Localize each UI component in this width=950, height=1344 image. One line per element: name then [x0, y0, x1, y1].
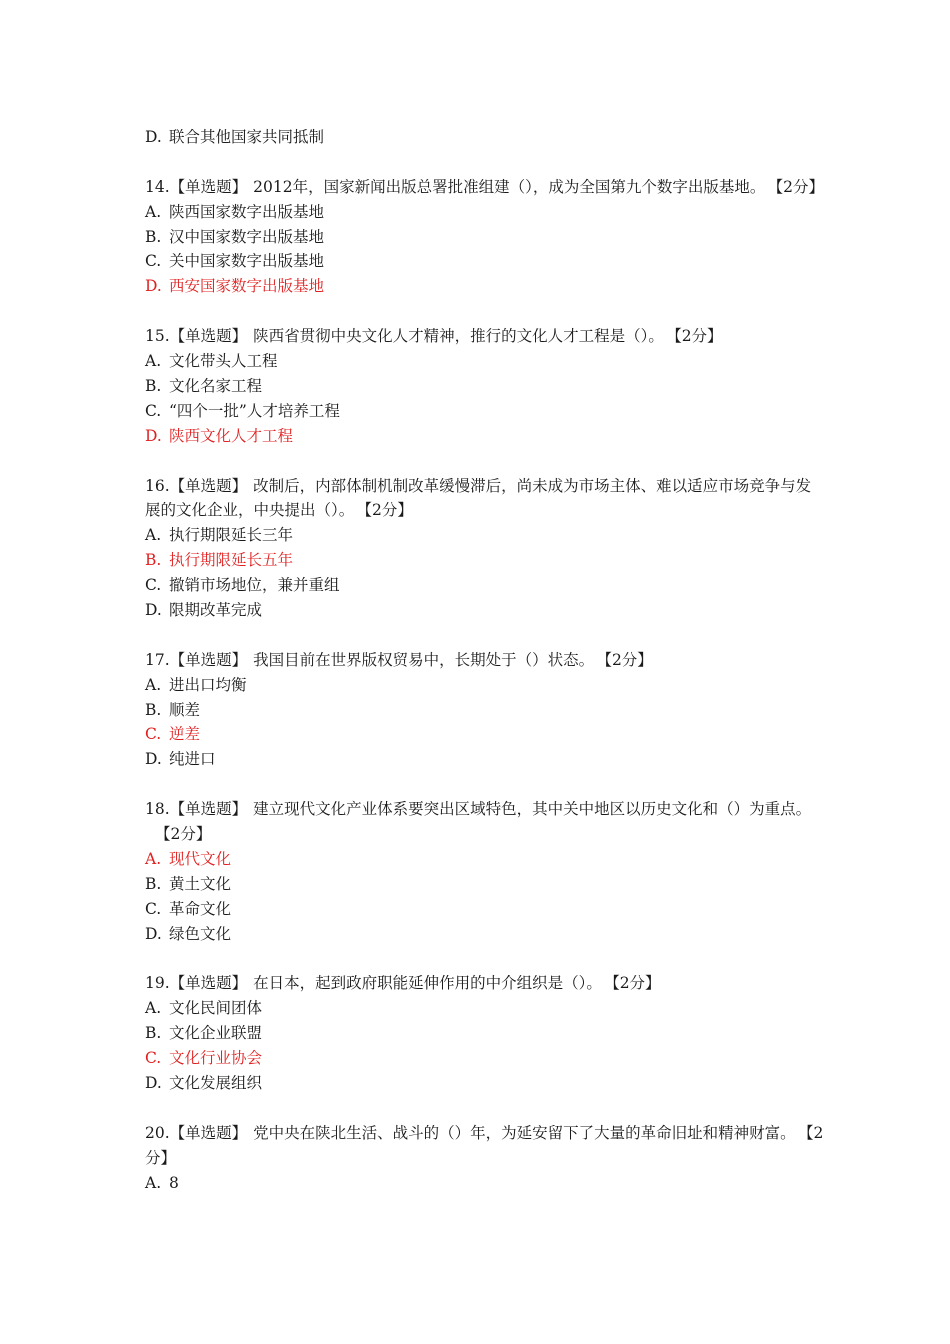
option-letter: D. — [145, 750, 162, 769]
question-type: 【单选题】 — [169, 177, 248, 196]
question-text: 在日本，起到政府职能延伸作用的中介组织是（）。 — [253, 974, 602, 993]
option-letter: A. — [145, 526, 162, 545]
question-stem — [145, 175, 825, 200]
question-text: 我国目前在世界版权贸易中，长期处于（）状态。 — [253, 650, 595, 669]
option — [145, 1021, 825, 1046]
option — [145, 1071, 825, 1096]
question-score: 【2分】 — [775, 177, 824, 196]
option — [145, 598, 825, 623]
question-number: 17. — [145, 650, 170, 669]
option-letter: B. — [145, 874, 162, 893]
option — [145, 200, 825, 225]
question-number: 19. — [145, 974, 170, 993]
question-block — [145, 324, 825, 448]
question-stem — [145, 648, 825, 673]
option-text: 绿色文化 — [169, 924, 232, 943]
option-text: 文化带头人工程 — [169, 352, 278, 371]
option-text: 现代文化 — [169, 849, 232, 868]
option-text: 革命文化 — [169, 899, 232, 918]
option — [145, 1171, 825, 1196]
option-letter: C. — [145, 576, 162, 595]
option — [145, 698, 825, 723]
option-letter: C. — [145, 252, 162, 271]
option-text: 限期改革完成 — [169, 600, 263, 619]
question-block — [145, 1121, 825, 1196]
question-number: 20. — [145, 1123, 170, 1142]
option-text: 陕西国家数字出版基地 — [169, 202, 325, 221]
option-letter: C. — [145, 899, 162, 918]
option — [145, 225, 825, 250]
option-text: 执行期限延长三年 — [169, 526, 294, 545]
question-type: 【单选题】 — [169, 476, 248, 495]
question-list — [145, 125, 825, 1195]
question-type: 【单选题】 — [169, 1123, 248, 1142]
question-type: 【单选题】 — [169, 650, 248, 669]
option-text: 黄土文化 — [169, 874, 232, 893]
option-text: 汉中国家数字出版基地 — [169, 227, 325, 246]
option-letter: A. — [145, 1173, 162, 1192]
option-letter: D. — [145, 924, 162, 943]
question-block — [145, 175, 825, 299]
option — [145, 922, 825, 947]
option-text: 8 — [169, 1173, 179, 1192]
option-text: 关中国家数字出版基地 — [169, 252, 325, 271]
option-text: 撤销市场地位，兼并重组 — [169, 576, 340, 595]
question-text: 党中央在陕北生活、战斗的（）年，为延安留下了大量的革命旧址和精神财富。 — [253, 1123, 796, 1142]
option-text: 文化民间团体 — [169, 999, 263, 1018]
option-text: 文化行业协会 — [169, 1049, 263, 1068]
option-letter: D. — [145, 1073, 162, 1092]
option-letter: C. — [145, 401, 162, 420]
question-stem — [145, 1121, 825, 1171]
option-correct — [145, 722, 825, 747]
question-number: 18. — [145, 800, 170, 819]
question-score: 【2分】 — [611, 974, 661, 993]
question-score: 【2分】 — [155, 825, 212, 844]
option-text: 逆差 — [169, 725, 201, 744]
question-score: 【2分】 — [364, 501, 413, 520]
option-letter: D. — [145, 600, 162, 619]
question-text: 2012年，国家新闻出版总署批准组建（），成为全国第九个数字出版基地。 — [253, 177, 766, 196]
option-text: 文化发展组织 — [169, 1073, 263, 1092]
question-score: 【2分】 — [145, 1123, 824, 1167]
option-text: 陕西文化人才工程 — [169, 426, 294, 445]
questions-container — [145, 175, 825, 1196]
option-letter: B. — [145, 376, 162, 395]
option-letter: D. — [145, 277, 162, 296]
question-block — [145, 797, 825, 946]
question-type: 【单选题】 — [169, 974, 248, 993]
option — [145, 897, 825, 922]
option — [145, 673, 825, 698]
option-correct — [145, 847, 825, 872]
question-score: 【2分】 — [604, 650, 653, 669]
option-correct — [145, 424, 825, 449]
option — [145, 523, 825, 548]
option-text: “四个一批”人才培养工程 — [169, 401, 340, 420]
option-correct — [145, 1046, 825, 1071]
option — [145, 996, 825, 1021]
question-text: 建立现代文化产业体系要突出区域特色，其中关中地区以历史文化和（）为重点。 — [253, 800, 812, 819]
option-letter: D. — [145, 426, 162, 445]
option-letter: A. — [145, 675, 162, 694]
question-score: 【2分】 — [673, 327, 723, 346]
option-letter: A. — [145, 849, 162, 868]
option — [145, 374, 825, 399]
option-text: 顺差 — [169, 700, 201, 719]
lead-option — [145, 125, 825, 150]
option-letter: C. — [145, 1049, 162, 1068]
option-letter: A. — [145, 999, 162, 1018]
question-stem — [145, 324, 825, 349]
option — [145, 399, 825, 424]
option — [145, 872, 825, 897]
option-text: 西安国家数字出版基地 — [169, 277, 325, 296]
option-letter: B. — [145, 1024, 162, 1043]
option-text: 联合其他国家共同抵制 — [169, 128, 325, 146]
option-letter: A. — [145, 202, 162, 221]
option-letter: C. — [145, 725, 162, 744]
option-text: 纯进口 — [169, 750, 216, 769]
question-stem — [145, 474, 825, 524]
option-text: 文化名家工程 — [169, 376, 263, 395]
question-text: 陕西省贯彻中央文化人才精神，推行的文化人才工程是（）。 — [253, 327, 664, 346]
question-type: 【单选题】 — [169, 800, 248, 819]
question-stem — [145, 971, 825, 996]
question-text: 改制后，内部体制机制改革缓慢滞后，尚未成为市场主体、难以适应市场竞争与发展的文化企业，中央提出（）。 — [145, 476, 812, 520]
question-number: 14. — [145, 177, 170, 196]
option-letter: D. — [145, 128, 162, 146]
question-block — [145, 971, 825, 1095]
option-text: 执行期限延长五年 — [169, 551, 294, 570]
option-correct — [145, 274, 825, 299]
question-type: 【单选题】 — [169, 327, 248, 346]
option-correct — [145, 548, 825, 573]
question-number: 15. — [145, 327, 170, 346]
option — [145, 249, 825, 274]
option-letter: B. — [145, 551, 162, 570]
option — [145, 573, 825, 598]
question-block — [145, 648, 825, 772]
question-number: 16. — [145, 476, 170, 495]
question-block — [145, 474, 825, 623]
option-letter: B. — [145, 227, 162, 246]
option-letter: B. — [145, 700, 162, 719]
question-stem — [145, 797, 825, 847]
option-text: 文化企业联盟 — [169, 1024, 263, 1043]
option — [145, 349, 825, 374]
option — [145, 747, 825, 772]
option-letter: A. — [145, 352, 162, 371]
option-text: 进出口均衡 — [169, 675, 247, 694]
